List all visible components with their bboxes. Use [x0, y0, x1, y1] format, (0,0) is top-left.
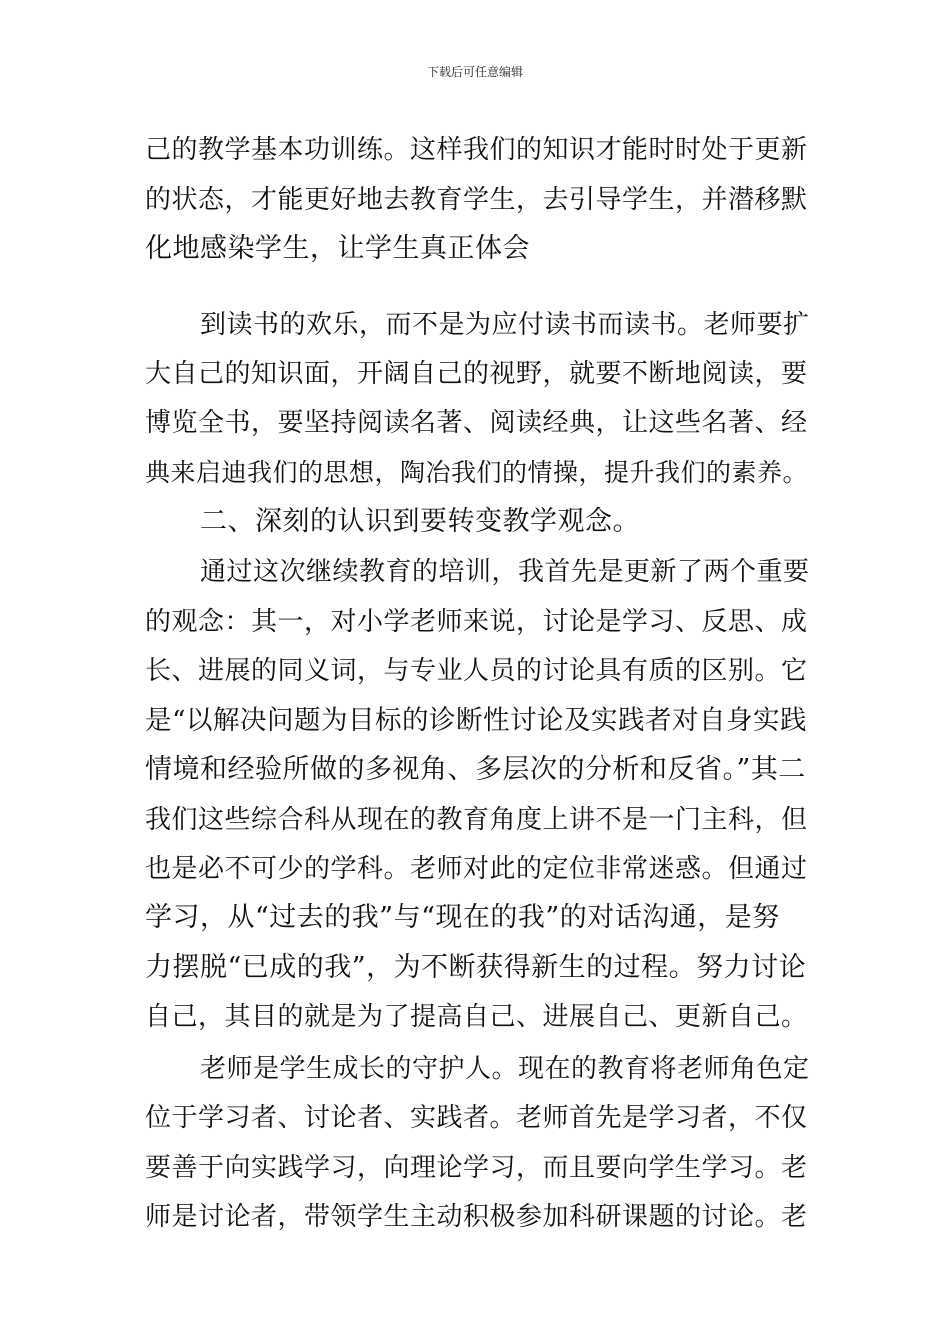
text-line: 是“以解决问题为目标的诊断性讨论及实践者对自身实践 — [145, 705, 808, 736]
text-line: 通过这次继续教育的培训，我首先是更新了两个重要 — [200, 557, 810, 587]
text-line: 化地感染学生，让学生真正体会 — [145, 233, 530, 264]
text-line: 我们这些综合科从现在的教育角度上讲不是一门主科，但 — [145, 805, 808, 835]
text-line: 博览全书，要坚持阅读名著、阅读经典，让这些名著、经 — [145, 408, 808, 438]
page-header: 下载后可任意编辑 — [426, 65, 523, 79]
section-heading: 二、深刻的认识到要转变教学观念。 — [200, 506, 640, 537]
text-line: 力摆脱“已成的我”，为不断获得新生的过程。努力讨论 — [145, 952, 807, 983]
text-line: 位于学习者、讨论者、实践者。老师首先是学习者，不仅 — [145, 1103, 808, 1133]
text-line: 情境和经验所做的多视角、多层次的分析和反省。”其二 — [145, 754, 806, 785]
text-line: 典来启迪我们的思想，陶冶我们的情操，提升我们的素养。 — [145, 458, 809, 487]
text-line: 到读书的欢乐，而不是为应付读书而读书。老师要扩 — [200, 310, 810, 340]
text-line: 大自己的知识面，开阔自己的视野，就要不断地阅读，要 — [145, 359, 808, 389]
text-line: 的状态，才能更好地去教育学生，去引导学生，并潜移默 — [145, 185, 808, 215]
text-line: 己的教学基本功训练。这样我们的知识才能时时处于更新 — [145, 135, 808, 165]
text-line: 学习，从“过去的我”与“现在的我”的对话沟通，是努 — [145, 902, 780, 933]
text-line: 自己，其目的就是为了提高自己、进展自己、更新自己。 — [145, 1002, 808, 1032]
text-line: 的观念：其一，对小学老师来说，讨论是学习、反思、成 — [145, 607, 808, 637]
text-line: 要善于向实践学习，向理论学习，而且要向学生学习。老 — [145, 1153, 808, 1183]
text-line: 老师是学生成长的守护人。现在的教育将老师角色定 — [200, 1054, 810, 1084]
text-line: 长、进展的同义词，与专业人员的讨论具有质的区别。它 — [145, 656, 808, 686]
text-line: 也是必不可少的学科。老师对此的定位非常迷惑。但通过 — [145, 854, 808, 884]
text-line: 师是讨论者，带领学生主动积极参加科研课题的讨论。老 — [145, 1202, 808, 1232]
